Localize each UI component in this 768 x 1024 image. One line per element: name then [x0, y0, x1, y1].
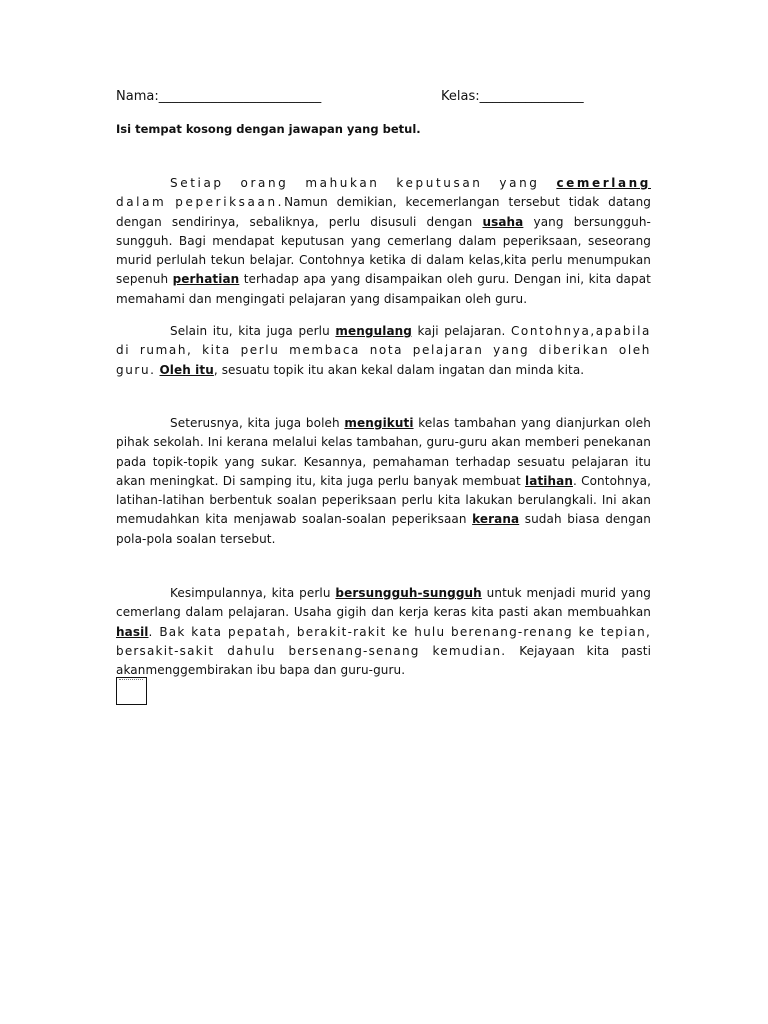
paragraph-text: Kesimpulannya, kita perlu	[170, 586, 336, 600]
answer-cemerlang: cemerlang	[556, 176, 651, 190]
paragraph-3	[116, 414, 651, 549]
paragraph-2	[116, 322, 651, 380]
paragraph-text: Setiap orang mahukan keputusan yang	[170, 176, 557, 190]
embedded-object-box	[116, 677, 147, 705]
answer-oleh-itu: Oleh itu	[159, 362, 214, 377]
paragraph-text: , sesuatu topik itu akan kekal dalam ingatan dan minda kita.	[213, 362, 585, 377]
paragraph-text: Contohnya,apabila di rumah, kita perlu membaca nota pelajaran yang diberikan oleh guru.	[116, 324, 651, 377]
answer-hasil: hasil	[116, 624, 149, 639]
paragraph-text: . Bak kata pepatah, berakit-rakit ke hulu berenang-renang ke tepian, bersakit-sakit dahulu bersenang-senang kemudian.	[116, 624, 651, 658]
answer-mengulang: mengulang	[335, 324, 412, 338]
paragraph-text: kelas tambahan yang dianjurkan oleh pihak sekolah. Ini kerana melalui kelas tambahan, guru-guru akan memberi penekanan pada topik-topik yang sukar. Kesannya, pemahaman terhadap sesuatu pelajaran itu akan meningkat. Di samping itu, kita juga perlu banyak membuat	[116, 416, 651, 488]
answer-perhatian: perhatian	[172, 272, 240, 287]
paragraph-text: peperiksaan.	[175, 195, 285, 210]
class-field-label: Kelas:________________	[441, 89, 584, 104]
answer-bersungguh-sungguh: bersungguh-sungguh	[335, 586, 482, 600]
paragraph-text: Kejayaan kita pasti akanmenggembirakan ibu bapa dan guru-guru.	[116, 643, 652, 678]
answer-latihan: latihan	[525, 473, 573, 488]
name-field-label: Nama:_________________________	[116, 89, 322, 104]
paragraph-text: untuk menjadi murid yang cemerlang dalam pelajaran. Usaha gigih dan kerja keras kita pasti akan membuahkan	[116, 586, 651, 620]
paragraph-text: Seterusnya, kita juga boleh	[170, 416, 345, 430]
paragraph-1	[116, 174, 651, 309]
paragraph-text: Selain itu, kita juga perlu	[170, 324, 336, 338]
answer-kerana: kerana	[472, 512, 520, 527]
paragraph-text: . Contohnya, latihan-latihan berbentuk soalan peperiksaan perlu kita lakukan berulangkali. Ini akan memudahkan kita menjawab soalan-soalan peperiksaan	[116, 473, 651, 527]
embedded-object-placeholder	[119, 679, 143, 682]
paragraph-4	[116, 584, 651, 680]
paragraph-text: sudah biasa dengan pola-pola soalan tersebut.	[116, 512, 651, 546]
answer-usaha: usaha	[482, 214, 524, 229]
paragraph-text: Namun demikian, kecemerlangan tersebut tidak datang dengan sendirinya, sebaliknya, perlu disusuli dengan	[116, 195, 651, 229]
answer-mengikuti: mengikuti	[344, 416, 414, 430]
paragraph-text: dalam	[116, 195, 167, 210]
paragraph-text: kaji pelajaran.	[411, 324, 511, 338]
instruction-text: Isi tempat kosong dengan jawapan yang betul.	[116, 122, 421, 136]
paragraph-text: terhadap apa yang disampaikan oleh guru. Dengan ini, kita dapat memahami dan mengingati pelajaran yang disampaikan oleh guru.	[116, 272, 651, 306]
paragraph-text: yang bersungguh-sungguh. Bagi mendapat keputusan yang cemerlang dalam peperiksaan, seseorang murid perlulah tekun belajar. Contohnya ketika di dalam kelas,kita perlu menumpukan sepenuh	[116, 214, 651, 287]
